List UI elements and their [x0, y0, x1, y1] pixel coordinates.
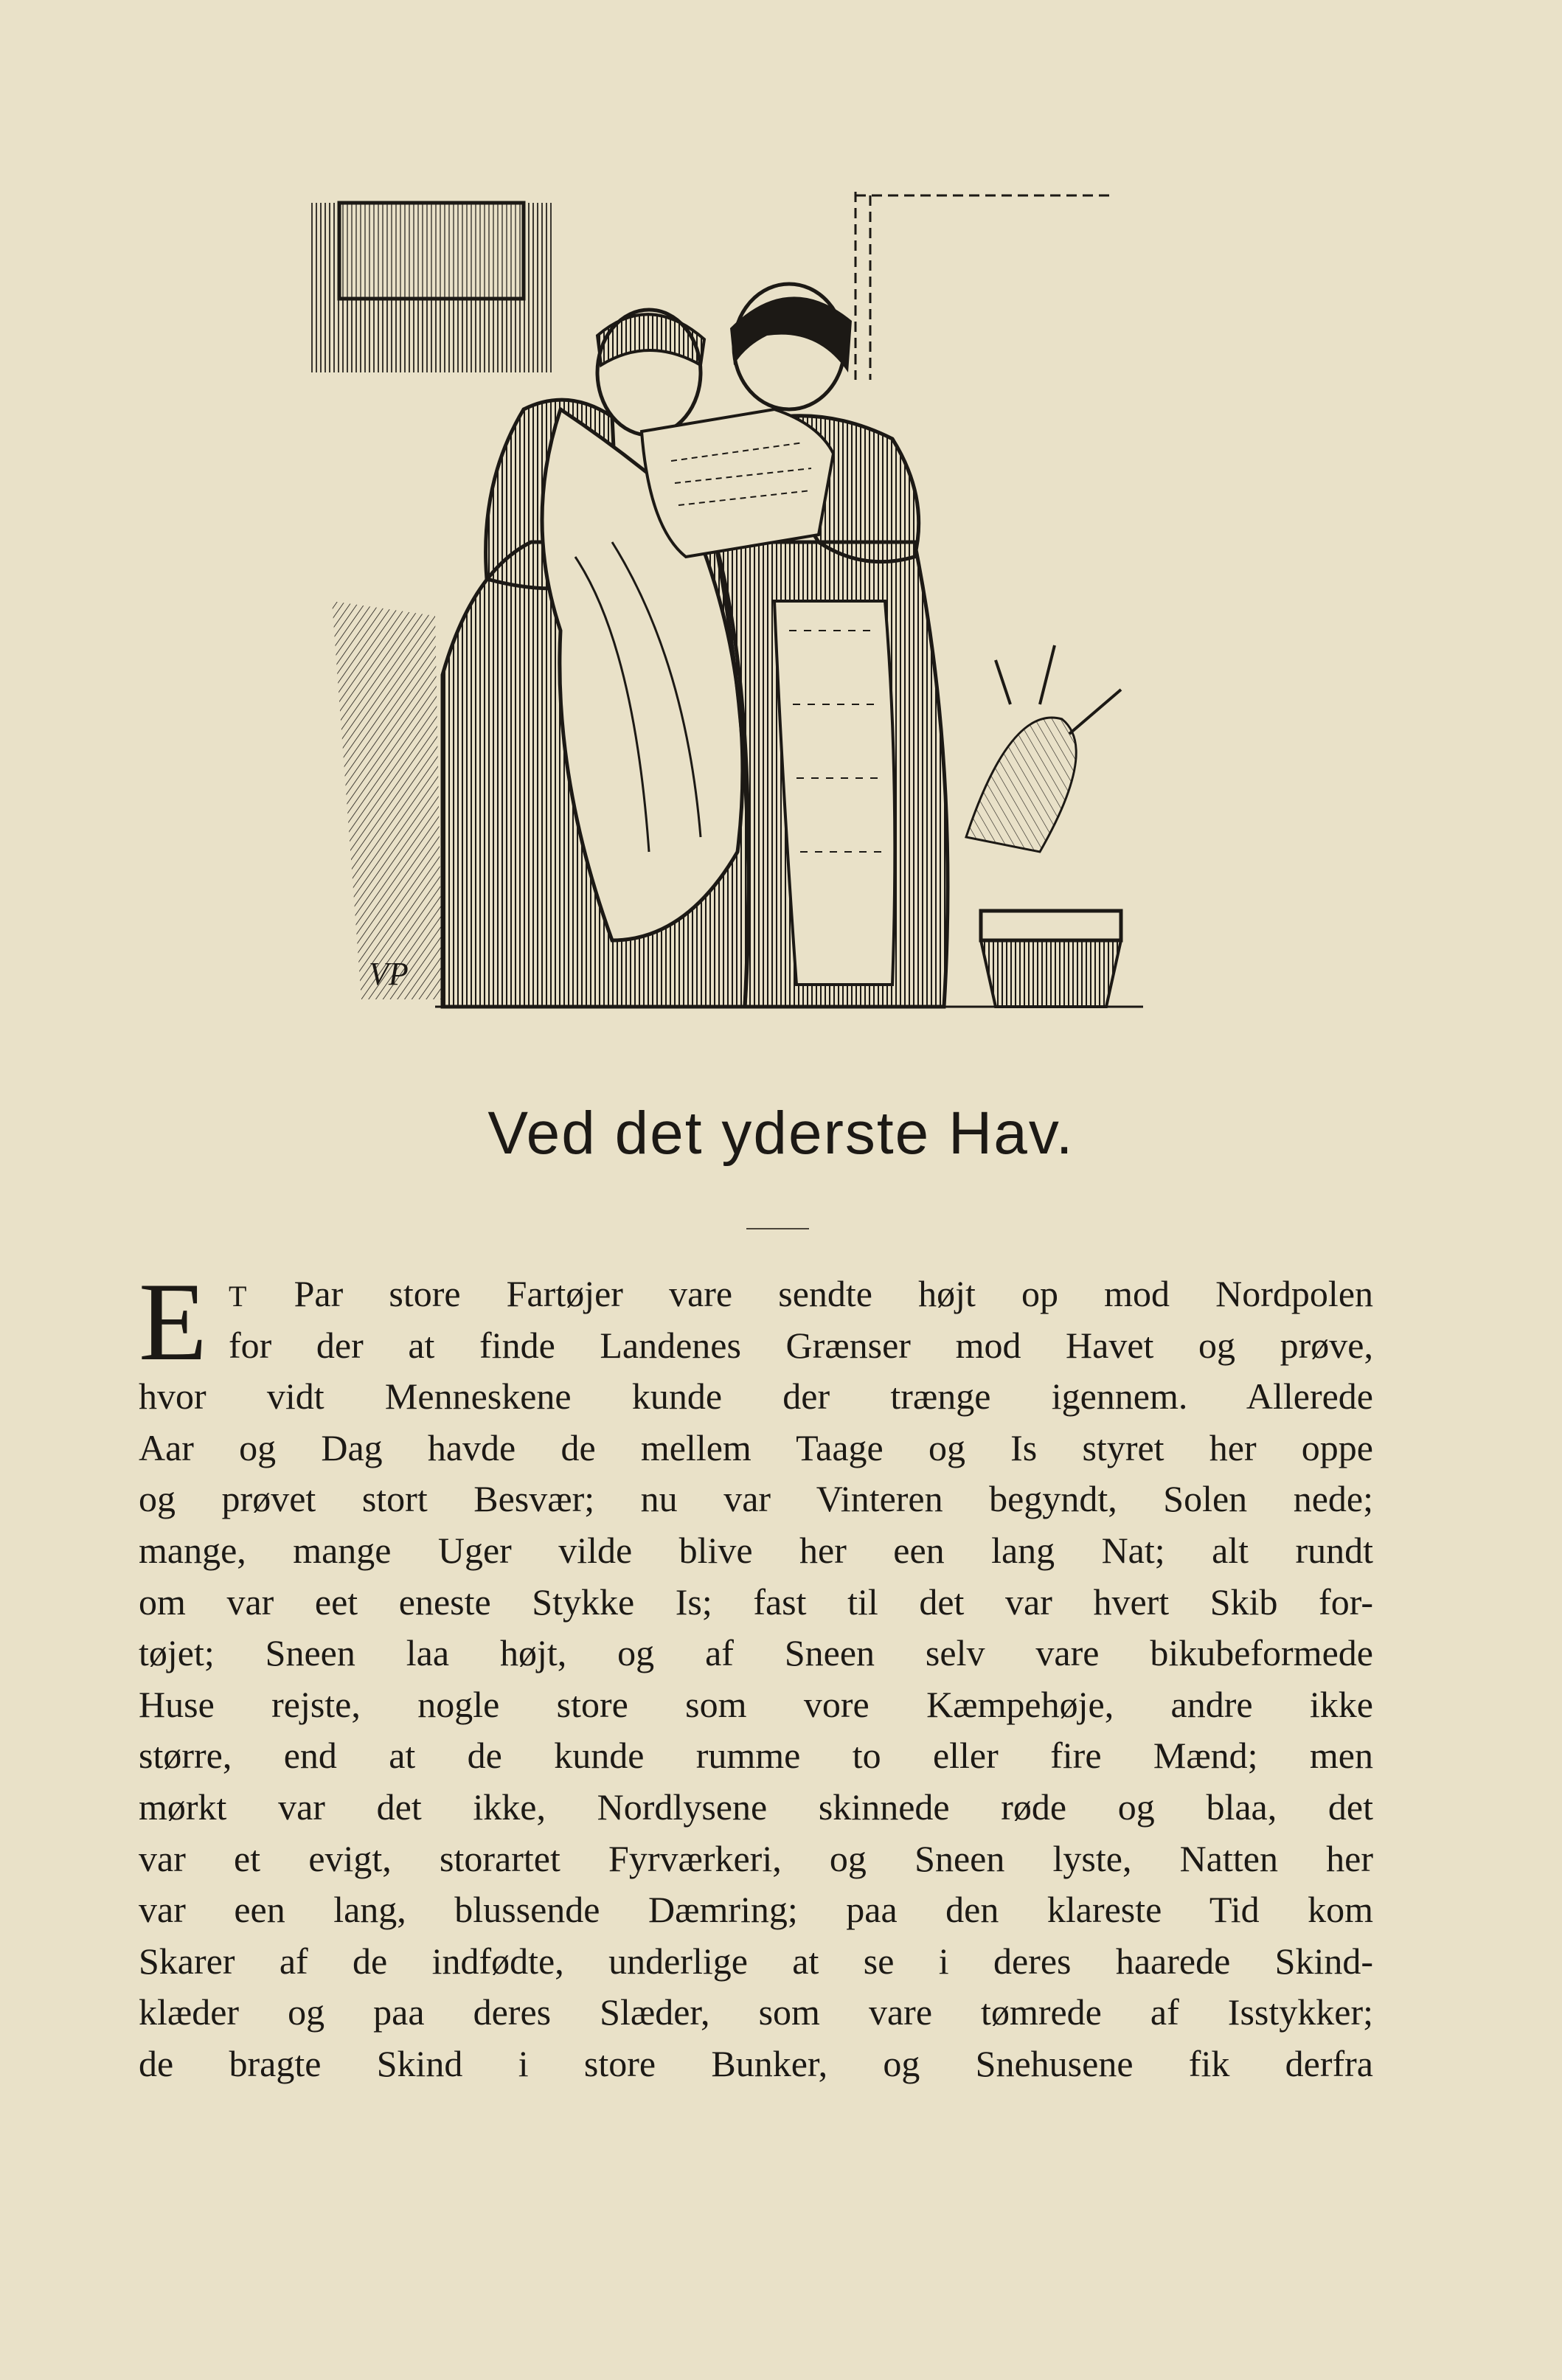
drop-cap-rest: T	[229, 1280, 249, 1313]
text-line: Skarer af de indfødte, underlige at se i deres haarede Skind-	[139, 1940, 1373, 1982]
text-line	[139, 1269, 1373, 1320]
text-line: større, end at de kunde rumme to eller fire Mænd; men	[139, 1735, 1373, 1777]
text-line: var een lang, blussende Dæmring; paa den klareste Tid kom	[139, 1889, 1373, 1931]
title-rule	[746, 1228, 809, 1229]
artist-signature: VP	[369, 956, 409, 992]
drop-cap-letter: E	[139, 1260, 207, 1384]
engraving-two-women-icon	[302, 188, 1217, 1014]
text-line: tøjet; Sneen laa højt, og af Sneen selv vare bikubeformede	[139, 1632, 1373, 1674]
text-line: var et evigt, storartet Fyrværkeri, og Sneen lyste, Natten her	[139, 1837, 1373, 1879]
body-text	[139, 1269, 1373, 2090]
text-line: og prøvet stort Besvær; nu var Vinteren begyndt, Solen nede;	[139, 1478, 1373, 1520]
text-line: Huse rejste, nogle store som vore Kæmpehøje, andre ikke	[139, 1683, 1373, 1725]
text-line: Aar og Dag havde de mellem Taage og Is styret her oppe	[139, 1426, 1373, 1468]
text-line: klæder og paa deres Slæder, som vare tømrede af Isstykker;	[139, 1991, 1373, 2033]
text-line: for der at finde Landenes Grænser mod Havet og prøve,	[229, 1324, 1373, 1366]
text-line: mange, mange Uger vilde blive her een lang Nat; alt rundt	[139, 1529, 1373, 1571]
text-line: de bragte Skind i store Bunker, og Snehusene fik derfra	[139, 2042, 1373, 2084]
engraving-illustration	[302, 188, 1217, 1014]
text-line: mørkt var det ikke, Nordlysene skinnede røde og blaa, det	[139, 1786, 1373, 1828]
text-line: om var eet eneste Stykke Is; fast til det var hvert Skib for-	[139, 1581, 1373, 1623]
text-line: hvor vidt Menneskene kunde der trænge igennem. Allerede	[139, 1375, 1373, 1418]
text-line-content: Par store Fartøjer vare sendte højt op mod Nordpolen	[294, 1273, 1374, 1314]
chapter-title: Ved det yderste Hav.	[487, 1100, 1075, 1167]
